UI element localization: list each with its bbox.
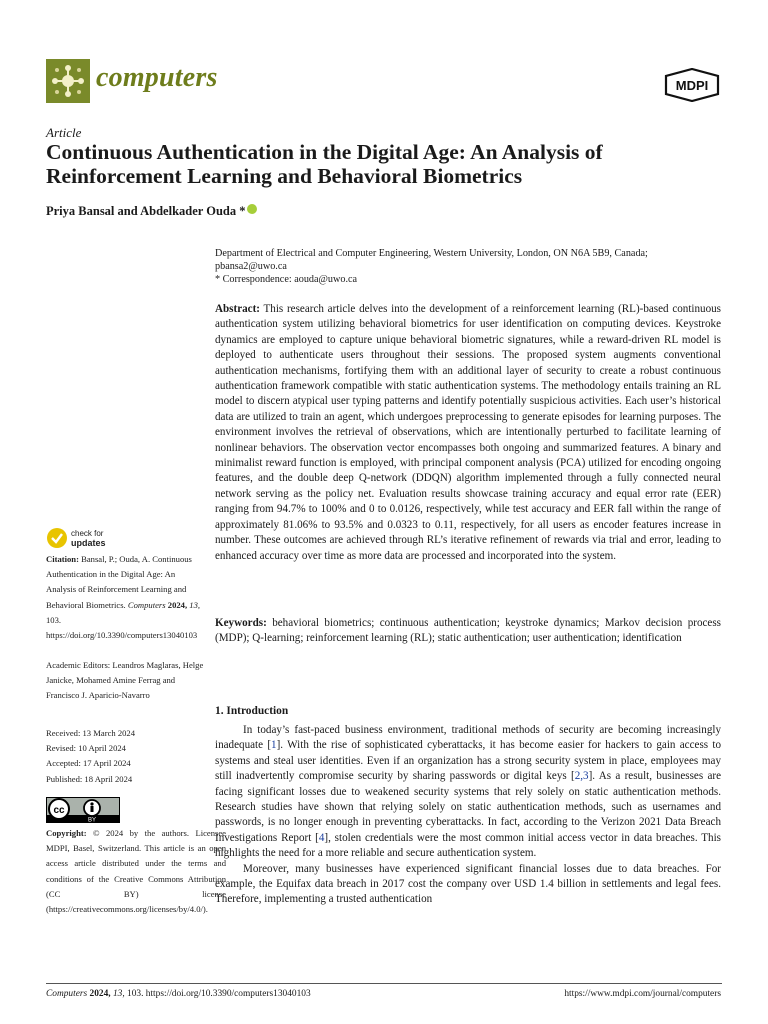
intro-text: ]. As a result, businesses are facing significant losses due to weakened security systems that rely solely on static authentication methods. Research studies have shown that relying solely on static authentication methods, such as usernames and passwords, is no longer enough in preventing cyberattacks. In fact, according to the Verizon 2021 Data Breach Investigations Report [ bbox=[215, 770, 721, 844]
article-type: Article bbox=[46, 125, 82, 140]
check-updates-line2: updates bbox=[71, 538, 106, 548]
footer-doi[interactable]: 103. https://doi.org/10.3390/computers13040103 bbox=[127, 989, 311, 999]
footer-volume: 13, bbox=[112, 989, 125, 999]
cc-by-license-icon[interactable] bbox=[46, 797, 120, 823]
intro-paragraph: Moreover, many businesses have experienced significant financial losses due to data breaches. For example, the Equifax data breach in 2017 cost the company over USD 1.4 billion in settlements and legal fees. Therefore, implementing a trusted authentication bbox=[215, 862, 721, 906]
citation-label: Citation: bbox=[46, 554, 79, 564]
citation bbox=[46, 552, 204, 643]
author-list bbox=[46, 204, 257, 219]
revised-date: Revised: 10 April 2024 bbox=[46, 743, 126, 754]
journal-logo-icon bbox=[46, 59, 90, 103]
footer-journal-url[interactable]: https://www.mdpi.com/journal/computers bbox=[564, 989, 721, 999]
check-updates-line1: check for bbox=[71, 529, 104, 538]
publisher-name: MDPI bbox=[675, 78, 709, 93]
citation-link[interactable]: 4 bbox=[318, 831, 325, 844]
correspondence: * Correspondence: aouda@uwo.ca bbox=[215, 274, 358, 285]
author-names: Priya Bansal and Abdelkader Ouda * bbox=[46, 204, 246, 218]
citation-link[interactable]: 1 bbox=[271, 739, 277, 752]
intro-text: In today’s fast-paced business environment, traditional methods of security are becoming increasingly inadequate [ bbox=[215, 724, 721, 752]
cc-by-label: BY bbox=[87, 817, 97, 823]
svg-text:cc: cc bbox=[53, 805, 65, 816]
footer-journal: Computers bbox=[46, 989, 88, 999]
publication-dates bbox=[46, 726, 204, 787]
citation-text: Bansal, P.; Ouda, A. Continuous Authentication in the Digital Age: An Analysis of Reinforcement Learning and Behavioral Biometrics. bbox=[46, 554, 192, 610]
orcid-icon[interactable] bbox=[247, 204, 257, 214]
citation-volume: 13, bbox=[189, 599, 201, 610]
introduction-body bbox=[215, 723, 721, 908]
journal-name[interactable]: computers bbox=[96, 62, 218, 93]
footer-divider bbox=[46, 983, 722, 984]
keywords bbox=[215, 616, 721, 647]
intro-paragraph bbox=[215, 723, 721, 862]
abstract-text: This research article delves into the development of a reinforcement learning (RL)-based continuous authentication system utilizing behavioral biometrics for user identification on computing devices. Keystroke dynamics are employed to capture unique behavioral biometric signatures, while a reward-driven RL model is deployed to authenticate users throughout their sessions. The proposed system augments conventional authentication mechanisms, fortifying them with an additional layer of security to create a robust continuous authentication framework compatible with static authentication systems. The methodology entails training an RL model to discern atypical user typing patterns and identify potentially suspicious activities. Each user’s historical data are utilized to train an agent, which undergoes preprocessing to generate episodes for learning purposes. The environment involves the retrieval of observations, which are intentionally perturbed to facilitate learning of nonlinear behaviors. The observation vector encompasses both ongoing and summarized features. A binary and minimalist reward function is employed, with principal component analysis (PCA) utilized for encoding ongoing features, and the double deep Q-network (DDQN) algorithm implemented through a fully connected neural network serving as the policy net. Evaluation results showcase training accuracy and equal error rate (EER) ranging from 94.7% to 100% and 0 to 0.0126, respectively, while test accuracy and EER fall within the range of approximately 81.06% to 93.5% and 0.0323 to 0.11, respectively, for all users as encoder features increase in number. These outcomes are achieved through RL’s iterative refinement of rewards via trial and error, leading to enhanced accuracy over time as more data are processed and incorporated into the system. bbox=[215, 303, 721, 562]
footer-year: 2024, bbox=[89, 989, 111, 999]
mdpi-logo[interactable] bbox=[664, 68, 720, 102]
citation-journal: Computers bbox=[127, 599, 166, 610]
abstract-label: Abstract: bbox=[215, 303, 260, 315]
keywords-text: behavioral biometrics; continuous authentication; keystroke dynamics; Markov decision process (MDP); Q-learning; reinforcement learning (RL); static authentication; user authentication; identification bbox=[215, 617, 721, 645]
section-heading-introduction: 1. Introduction bbox=[215, 705, 289, 717]
keywords-label: Keywords: bbox=[215, 617, 267, 629]
academic-editors: Academic Editors: Leandros Maglaras, Helge Janicke, Mohamed Amine Ferrag and Francisco J. Aparicio-Navarro bbox=[46, 660, 204, 701]
copyright-label: Copyright: bbox=[46, 828, 87, 838]
citation-doi[interactable]: 103. https://doi.org/10.3390/computers13040103 bbox=[46, 614, 198, 641]
accepted-date: Accepted: 17 April 2024 bbox=[46, 758, 131, 769]
check-for-updates-button[interactable] bbox=[46, 527, 126, 549]
affiliation-email[interactable]: pbansa2@uwo.ca bbox=[215, 261, 287, 272]
footer-citation bbox=[46, 989, 311, 999]
copyright-text: © 2024 by the authors. Licensee MDPI, Basel, Switzerland. This article is an open access article distributed under the terms and conditions of the Creative Commons Attribution (CC BY) license (https://creativecommons.org/licenses/by/4.0/). bbox=[46, 828, 226, 915]
received-date: Received: 13 March 2024 bbox=[46, 728, 136, 738]
citation-year: 2024, bbox=[167, 599, 188, 610]
citation-link[interactable]: 2,3 bbox=[574, 770, 589, 783]
intro-text: ], stolen credentials were the most common initial access vector in data breaches. This highlights the need for a more reliable and secure authentication system. bbox=[215, 831, 721, 860]
affiliation-line: Department of Electrical and Computer Engineering, Western University, London, ON N6A 5B9, Canada; bbox=[215, 248, 648, 259]
published-date: Published: 18 April 2024 bbox=[46, 773, 133, 784]
article-title: Continuous Authentication in the Digital Age: An Analysis of Reinforcement Learning and Behavioral Biometrics bbox=[46, 140, 603, 188]
copyright bbox=[46, 826, 226, 917]
intro-text: ]. With the rise of sophisticated cyberattacks, it has become easier for hackers to gain access to systems and steal user identities. Even if an organization has a strong security system in place, employees may still inadvertently compromise security by sharing passwords or digital keys [ bbox=[215, 739, 722, 783]
affiliation bbox=[215, 247, 725, 286]
abstract bbox=[215, 302, 721, 564]
